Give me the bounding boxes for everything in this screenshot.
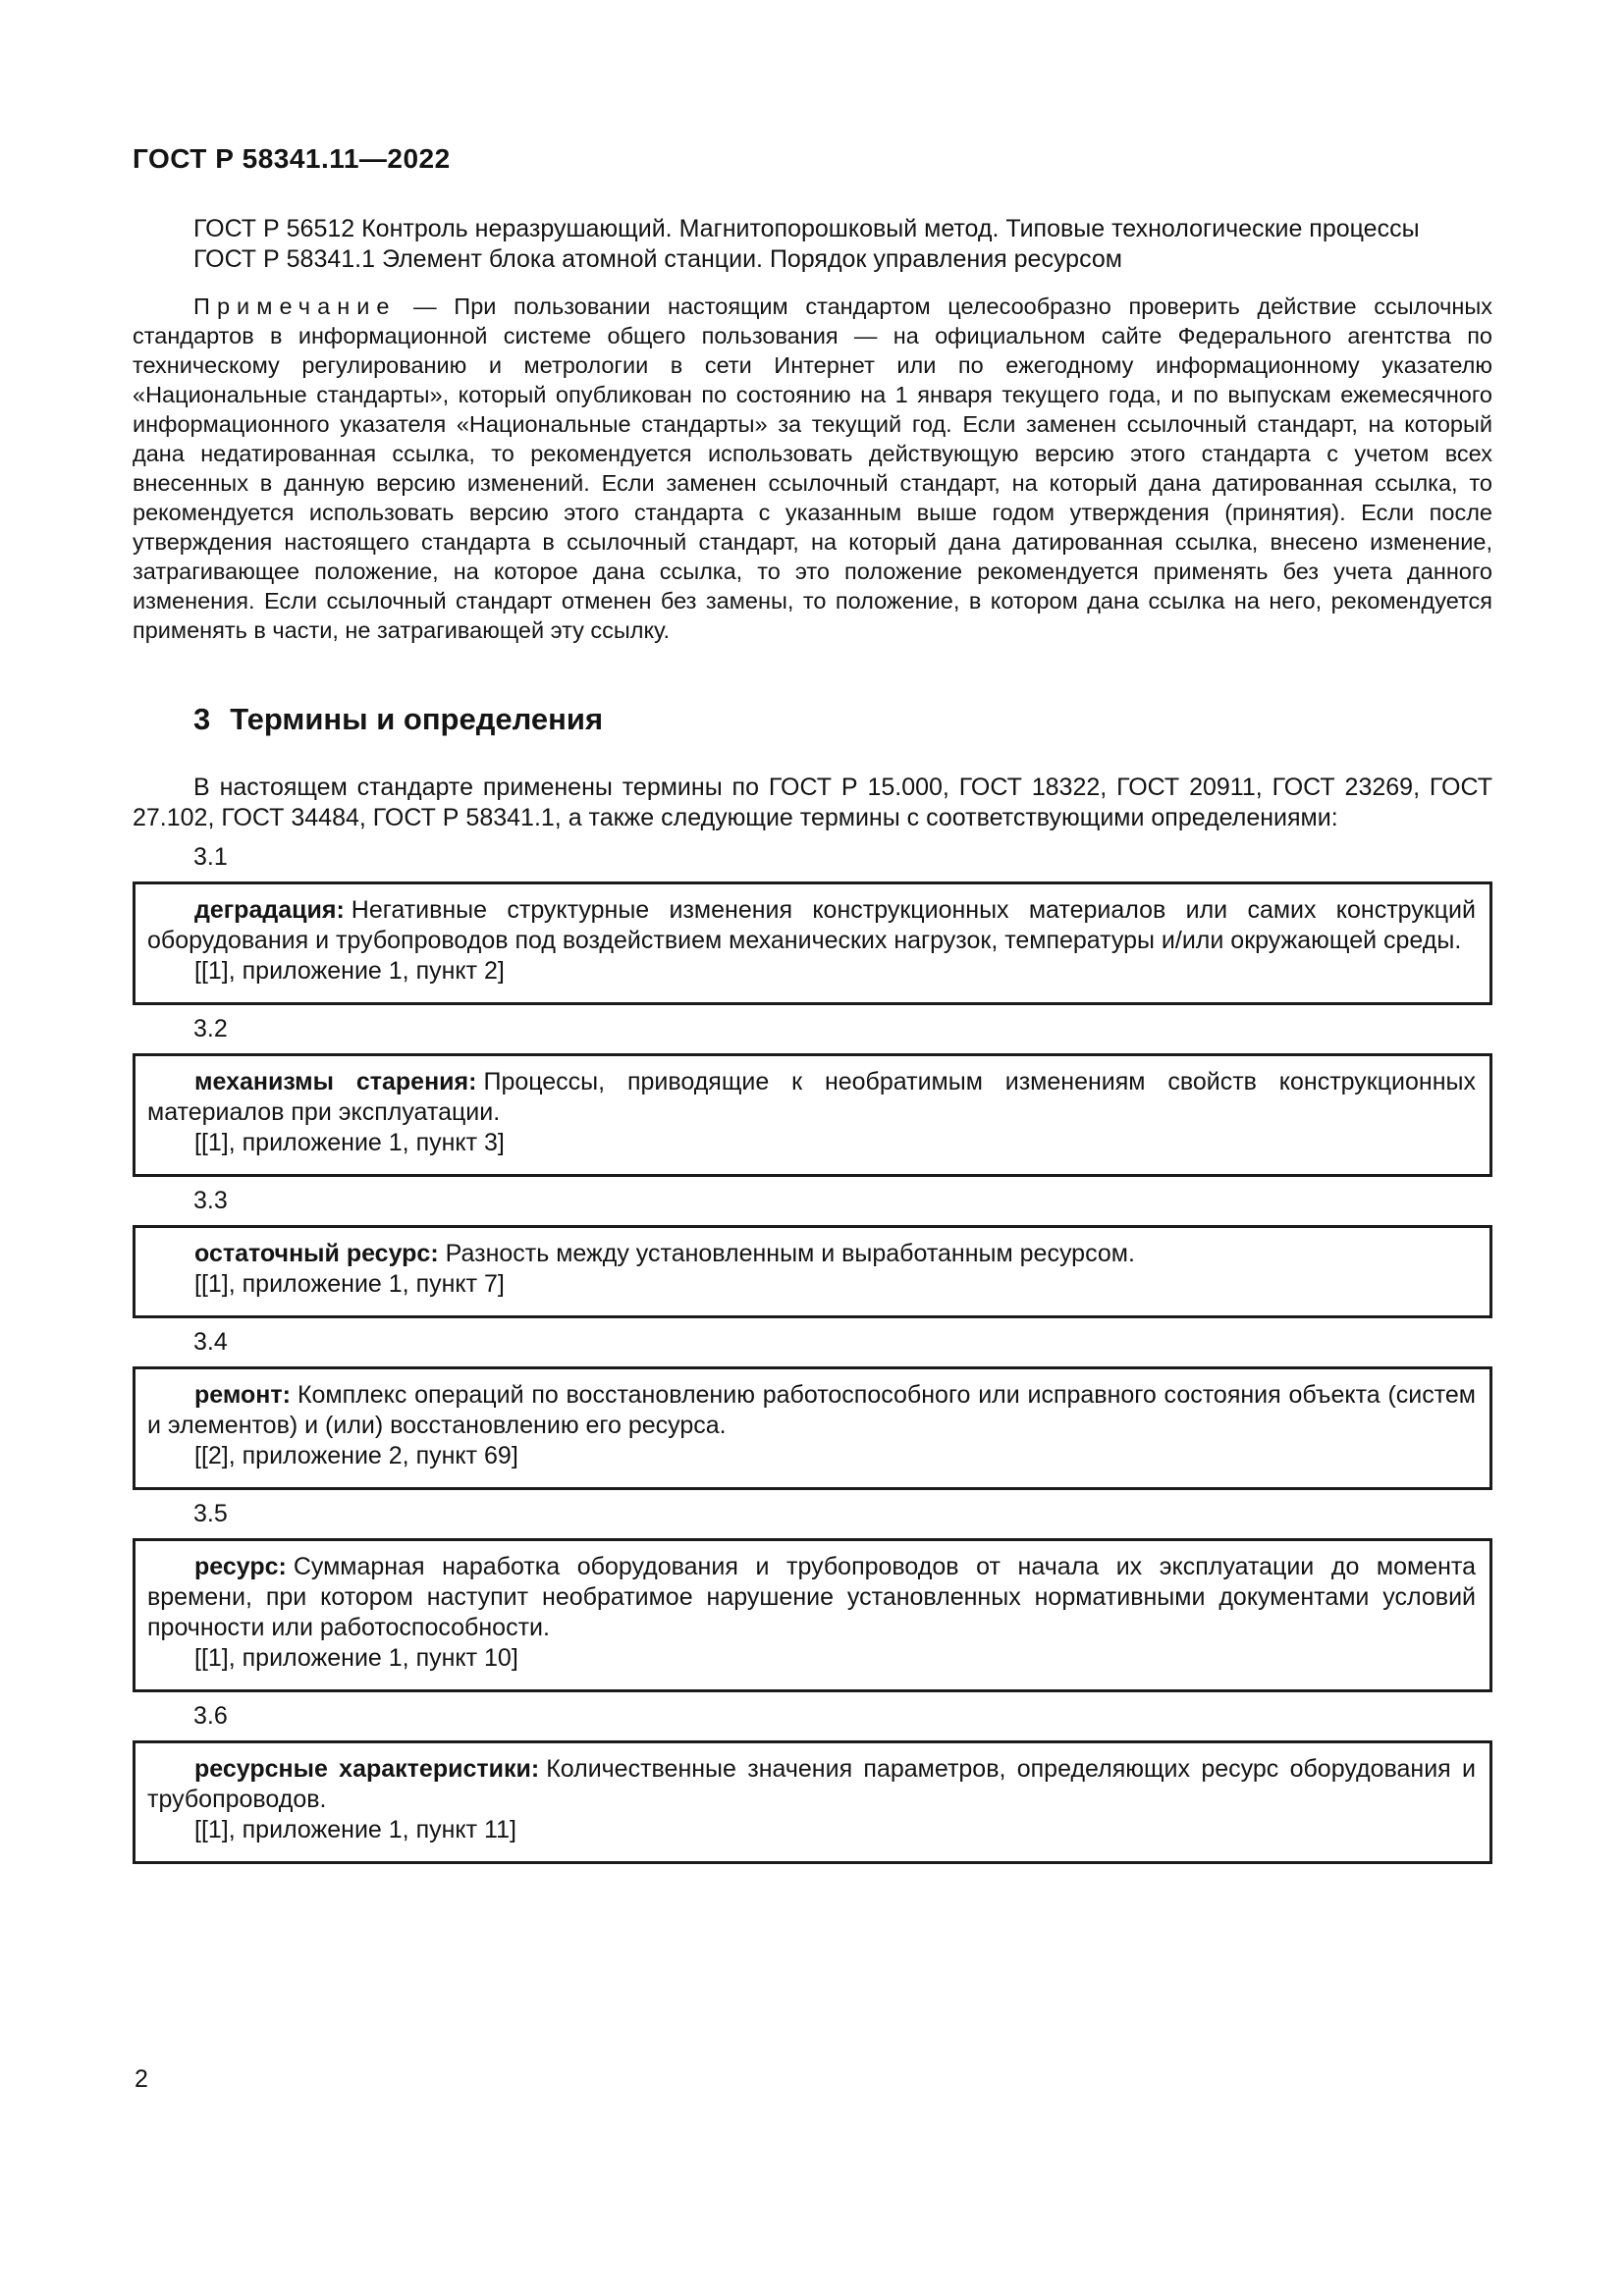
term-name: остаточный ресурс: xyxy=(194,1240,439,1267)
note-paragraph xyxy=(133,292,1492,645)
term-definition: Разность между установленным и выработанным ресурсом. xyxy=(445,1240,1135,1267)
term-name: ресурс: xyxy=(194,1553,287,1580)
page-number: 2 xyxy=(135,2065,148,2093)
term-definition-paragraph xyxy=(147,895,1476,956)
term-definition: Комплекс операций по восстановлению работоспособного или исправного состояния объекта (систем и элементов) и (или) восстановлению его ресурса. xyxy=(147,1381,1476,1439)
note-text: — При пользовании настоящим стандартом целесообразно проверить действие ссылочных стандартов в информационной системе общего пользования — на официальном сайте Федерального агентства по техническому регулированию и метрологии в сети Интернет или по ежегодному информационному указателю «Национальные стандарты», который опубликован по состоянию на 1 января текущего года, и по выпускам ежемесячного информационного указателя «Национальные стандарты» за текущий год. Если заменен ссылочный стандарт, на который дана недатированная ссылка, то рекомендуется использовать действующую версию этого стандарта с учетом всех внесенных в данную версию изменений. Если заменен ссылочный стандарт, на который дана датированная ссылка, то рекомендуется использовать версию этого стандарта с указанным выше годом утверждения (принятия). Если после утверждения настоящего стандарта в ссылочный стандарт, на который дана датированная ссылка, внесено изменение, затрагивающее положение, на которое дана ссылка, то это положение рекомендуется применять без учета данного изменения. Если ссылочный стандарт отменен без замены, то положение, в котором дана ссылка на него, рекомендуется применять в части, не затрагивающей эту ссылку. xyxy=(133,294,1493,643)
reference-paragraph: ГОСТ Р 56512 Контроль неразрушающий. Магнитопорошковый метод. Типовые технологические процессы xyxy=(193,215,1420,242)
section-title: Термины и определения xyxy=(230,702,604,736)
term-box xyxy=(133,881,1492,1005)
term-definition-paragraph xyxy=(147,1380,1476,1441)
term-source: [[2], приложение 2, пункт 69] xyxy=(194,1442,518,1469)
term-definition: Процессы, приводящие к необратимым изменениям свойств конструкционных материалов при эксплуатации. xyxy=(147,1068,1476,1126)
term-number: 3.2 xyxy=(193,1015,228,1042)
term-name: деградация: xyxy=(194,896,345,924)
term-definition-paragraph xyxy=(147,1552,1476,1643)
term-name: механизмы старения: xyxy=(194,1068,477,1095)
term-box xyxy=(133,1366,1492,1490)
term-name: ресурсные характеристики: xyxy=(194,1755,540,1783)
term-source: [[1], приложение 1, пункт 3] xyxy=(194,1129,505,1156)
term-box xyxy=(133,1740,1492,1864)
term-source: [[1], приложение 1, пункт 2] xyxy=(194,957,505,985)
term-number: 3.6 xyxy=(193,1702,228,1730)
term-definition: Негативные структурные изменения конструкционных материалов или самих конструкций оборудования и трубопроводов под воздействием механических нагрузок, температуры и/или окружающей среды. xyxy=(147,896,1476,954)
doc-header: ГОСТ Р 58341.11—2022 xyxy=(133,143,451,174)
term-box xyxy=(133,1225,1492,1318)
term-definition-paragraph xyxy=(147,1067,1476,1128)
term-definition-paragraph xyxy=(147,1754,1476,1815)
section-number: 3 xyxy=(193,702,211,736)
reference-paragraph: ГОСТ Р 58341.1 Элемент блока атомной станции. Порядок управления ресурсом xyxy=(193,245,1122,273)
section-intro: В настоящем стандарте применены термины по ГОСТ Р 15.000, ГОСТ 18322, ГОСТ 20911, ГОСТ 23269, ГОСТ 27.102, ГОСТ 34484, ГОСТ Р 58341.1, а также следующие термины с соответствующими определениями: xyxy=(133,774,1492,831)
term-source: [[1], приложение 1, пункт 11] xyxy=(194,1816,516,1843)
term-box xyxy=(133,1053,1492,1177)
term-number: 3.4 xyxy=(193,1328,228,1356)
note-label: Примечание xyxy=(193,294,397,319)
term-name: ремонт: xyxy=(194,1381,291,1409)
term-definition-paragraph xyxy=(147,1239,1476,1269)
term-source: [[1], приложение 1, пункт 10] xyxy=(194,1644,518,1672)
term-source: [[1], приложение 1, пункт 7] xyxy=(194,1270,505,1298)
term-definition: Количественные значения параметров, определяющих ресурс оборудования и трубопроводов. xyxy=(147,1755,1476,1813)
term-definition: Суммарная наработка оборудования и трубопроводов от начала их эксплуатации до момента времени, при котором наступит необратимое нарушение установленных нормативными документами условий прочности или работоспособности. xyxy=(147,1553,1476,1641)
term-number: 3.5 xyxy=(193,1500,228,1527)
term-box xyxy=(133,1538,1492,1692)
term-number: 3.3 xyxy=(193,1187,228,1214)
section-heading xyxy=(193,702,1492,737)
term-number: 3.1 xyxy=(193,843,228,871)
